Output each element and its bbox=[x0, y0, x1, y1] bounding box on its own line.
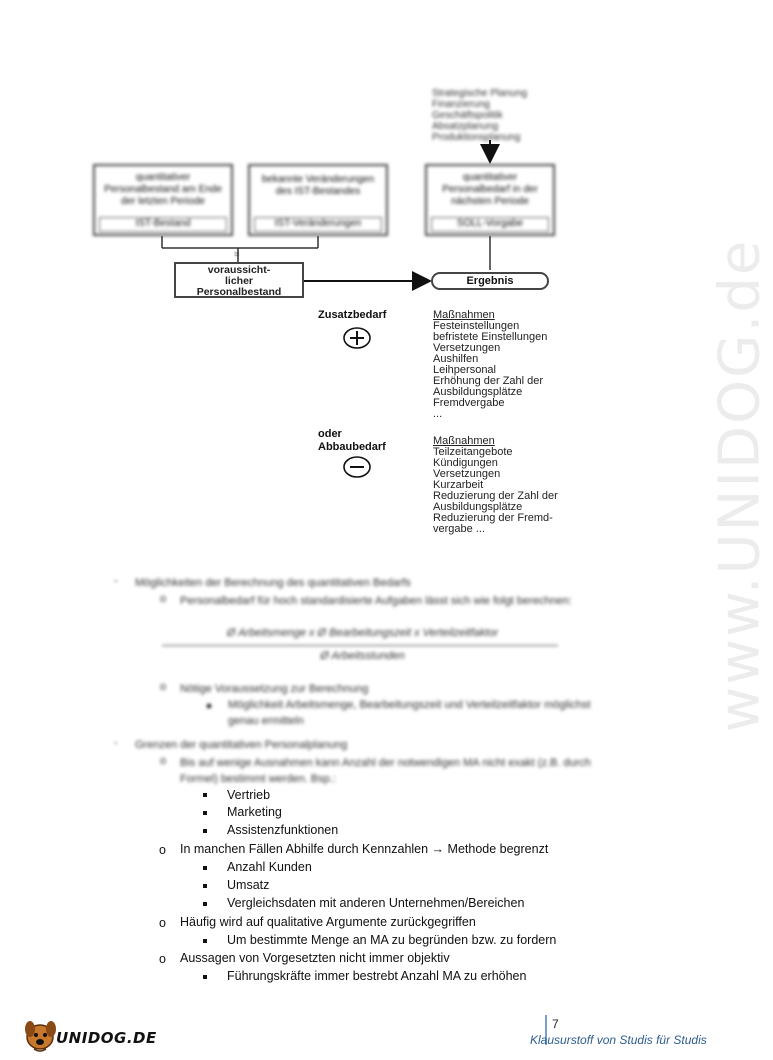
dash-marker: - bbox=[114, 737, 118, 749]
list-item: Häufig wird auf qualitative Argumente zurückgegriffen bbox=[180, 915, 476, 929]
influence-item: Produktionsplanung bbox=[432, 132, 521, 143]
item-text: Vertrieb bbox=[227, 788, 271, 802]
zusatzbedarf-label: Zusatzbedarf bbox=[318, 309, 387, 321]
square-bullet bbox=[203, 902, 207, 906]
list-item: Assistenzfunktionen bbox=[227, 823, 339, 837]
measure-item: Versetzungen bbox=[433, 468, 501, 480]
blurred-line: Möglichkeiten der Berechnung des quantitativen Bedarfs bbox=[135, 577, 411, 589]
influence-item: Geschäftspolitik bbox=[432, 110, 503, 121]
abbau-label: Abbaubedarf bbox=[318, 441, 386, 453]
list-item: Umsatz bbox=[227, 878, 270, 892]
influence-item: Finanzierung bbox=[432, 99, 490, 110]
measure-item: Fremdvergabe bbox=[433, 397, 505, 409]
measure-item: befristete Einstellungen bbox=[433, 331, 548, 343]
oder-label: oder bbox=[318, 428, 342, 440]
box-ist-bestand bbox=[93, 164, 233, 236]
blurred-line: Bis auf wenige Ausnahmen kann Anzahl der notwendigen MA nicht exakt (z.B. durch bbox=[180, 757, 591, 769]
square-bullet bbox=[203, 866, 207, 870]
formula-line bbox=[162, 645, 558, 646]
square-bullet bbox=[203, 811, 207, 815]
influence-item: Absatzplanung bbox=[432, 121, 499, 132]
blurred-line: Formel) bestimmt werden. Bsp.: bbox=[180, 773, 336, 785]
box-footer: IST-Veränderungen bbox=[254, 217, 382, 232]
measure-item: Kurzarbeit bbox=[433, 479, 484, 491]
box-title: quantitativer Personalbestand am Ende der letzten Periode bbox=[104, 172, 222, 207]
square-bullet bbox=[203, 975, 207, 979]
box-title: quantitativer Personalbedarf in der nächsten Periode bbox=[442, 172, 538, 207]
list-item bbox=[227, 788, 271, 802]
measure-item: Ausbildungsplätze bbox=[433, 386, 523, 398]
square-bullet bbox=[203, 884, 207, 888]
measure-item: ... bbox=[433, 408, 443, 420]
measure-item: Ausbildungsplätze bbox=[433, 501, 523, 513]
influence-item: Strategische Planung bbox=[432, 88, 528, 99]
circle-marker: o bbox=[160, 755, 167, 767]
measure-item: Leihpersonal bbox=[433, 364, 496, 376]
blurred-line: genau ermitteln bbox=[228, 715, 304, 727]
measures-title: Maßnahmen bbox=[433, 435, 495, 447]
watermark: www.UNIDOG.de bbox=[707, 238, 773, 733]
list-item: Führungskräfte immer bestrebt Anzahl MA zu erhöhen bbox=[227, 969, 527, 983]
square-bullet bbox=[203, 939, 207, 943]
blurred-line: Personalbedarf für hoch standardisierte Aufgaben lässt sich wie folgt berechnen: bbox=[180, 595, 572, 607]
dash-marker: - bbox=[114, 575, 118, 587]
page-number: 7 bbox=[552, 1017, 559, 1031]
box-soll-vorgabe bbox=[425, 164, 555, 236]
diagram-connectors bbox=[0, 0, 750, 320]
list-item: Um bestimmte Menge an MA zu begründen bzw. zu fordern bbox=[227, 933, 557, 947]
formula-numerator: Ø Arbeitsmenge x Ø Bearbeitungszeit x Verteilzeitfaktor bbox=[226, 627, 499, 639]
minus-symbol bbox=[342, 455, 372, 479]
circle-marker: o bbox=[159, 843, 166, 857]
square-bullet bbox=[207, 704, 211, 708]
box-footer: IST-Bestand bbox=[99, 217, 227, 232]
logo-text: UNIDOG.DE bbox=[56, 1029, 157, 1047]
measure-item: Festeinstellungen bbox=[433, 320, 520, 332]
measure-item: Aushilfen bbox=[433, 353, 479, 365]
box-footer: SOLL-Vorgabe bbox=[431, 217, 549, 232]
list-item: Marketing bbox=[227, 805, 282, 819]
box-title: bekannte Veränderungen des IST-Bestandes bbox=[261, 174, 375, 197]
list-item: Aussagen von Vorgesetzten nicht immer objektiv bbox=[180, 951, 450, 965]
abbau-measures bbox=[433, 436, 558, 535]
measure-item: Erhöhung der Zahl der bbox=[433, 375, 544, 387]
circle-marker: o bbox=[160, 593, 167, 605]
circle-marker: o bbox=[160, 681, 167, 693]
square-bullet bbox=[203, 829, 207, 833]
measure-item: Reduzierung der Zahl der bbox=[433, 490, 558, 502]
blurred-line: Grenzen der quantitativen Personalplanung bbox=[135, 739, 348, 751]
abbaubedarf-label bbox=[318, 428, 386, 454]
equals-sign: = bbox=[234, 249, 240, 259]
measures-title: Maßnahmen bbox=[433, 309, 495, 321]
list-item: In manchen Fällen Abhilfe durch Kennzahlen → Methode begrenzt bbox=[180, 842, 549, 856]
blurred-line: Möglichkeit Arbeitsmenge, Bearbeitungszeit und Verteilzeitfaktor möglichst bbox=[228, 699, 591, 711]
plus-symbol bbox=[342, 326, 372, 350]
expected-stock-box: voraussicht- licher Personalbestand bbox=[174, 262, 304, 298]
square-bullet bbox=[203, 793, 207, 797]
measure-item: vergabe ... bbox=[433, 523, 485, 535]
formula-denominator: Ø Arbeitsstunden bbox=[320, 650, 405, 662]
result-box: Ergebnis bbox=[431, 272, 549, 290]
footer-tagline: Klausurstoff von Studis für Studis bbox=[530, 1033, 707, 1047]
zusatz-measures bbox=[433, 310, 547, 420]
list-item: Vergleichsdaten mit anderen Unternehmen/Bereichen bbox=[227, 896, 525, 910]
unidog-logo bbox=[22, 1015, 157, 1053]
blurred-line: Nötige Voraussetzung zur Berechnung bbox=[180, 683, 369, 695]
list-item: Anzahl Kunden bbox=[227, 860, 312, 874]
box-ist-veraenderungen bbox=[248, 164, 388, 236]
measure-item: Kündigungen bbox=[433, 457, 498, 469]
circle-marker: o bbox=[159, 952, 166, 966]
measure-item: Teilzeitangebote bbox=[433, 446, 513, 458]
circle-marker: o bbox=[159, 916, 166, 930]
measure-item: Versetzungen bbox=[433, 342, 501, 354]
measure-item: Reduzierung der Fremd- bbox=[433, 512, 553, 524]
